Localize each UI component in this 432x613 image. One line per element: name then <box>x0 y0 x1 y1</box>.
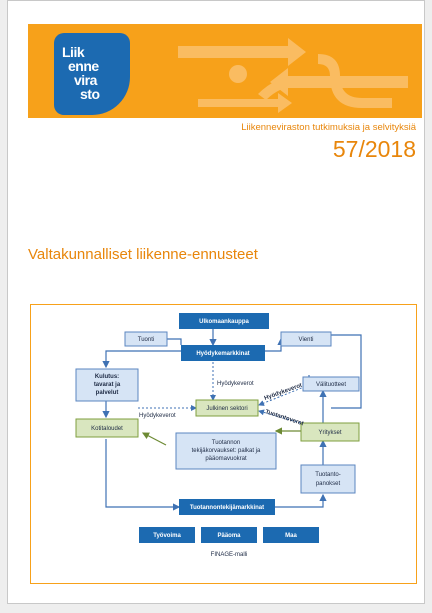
node-tuotannontekijamarkkinat-label: Tuotannontekijämarkkinat <box>189 505 265 511</box>
node-yritykset-label: Yritykset <box>318 430 342 436</box>
liikennevirasto-logo <box>54 33 130 115</box>
node-hyodykemarkkinat-label: Hyödykemarkkinat <box>196 351 250 357</box>
edge-label-hyodykeverot-3: Hyödykeverot <box>263 382 303 402</box>
edge-label-tuotantoverot: Tuotantoverot <box>264 409 305 428</box>
node-tekijakorvaukset-line-3: pääomavuokrat <box>205 456 247 462</box>
node-kulutus-line-3: palvelut <box>95 390 119 396</box>
node-tuotantopanokset <box>301 465 355 493</box>
logo-line-3: vira <box>74 72 97 88</box>
node-tuotantopanokset-line-1: Tuotanto- <box>315 472 341 478</box>
edge-label-hyodykeverot-2: Hyödykeverot <box>139 413 176 419</box>
report-cover-page <box>7 0 425 604</box>
series-name: Liikenneviraston tutkimuksia ja selvityksiä <box>241 122 416 133</box>
node-valituotteet-label: Välituotteet <box>315 382 347 388</box>
node-ulkomaankauppa-label: Ulkomaankauppa <box>199 319 249 325</box>
logo-line-2: enne <box>68 58 99 74</box>
node-kotitaloudet-label: Kotitaloudet <box>91 426 123 432</box>
node-tekijakorvaukset-line-2: tekijäkorvaukset: palkat ja <box>191 448 261 454</box>
node-tuotantopanokset-line-2: panokset <box>315 481 341 487</box>
edge-tuonti <box>167 339 181 345</box>
node-tyovoima-label: Työvoima <box>153 533 181 539</box>
node-tekijakorvaukset-line-1: Tuotannon <box>211 440 241 446</box>
document-title: Valtakunnalliset liikenne-ennusteet <box>28 246 258 263</box>
edge-label-hyodykeverot-1: Hyödykeverot <box>217 381 254 387</box>
finage-model-figure <box>30 304 417 584</box>
finage-diagram <box>31 305 415 582</box>
node-kulutus-line-1: Kulutus: <box>94 374 120 380</box>
node-vienti-label: Vienti <box>298 337 314 343</box>
node-julkinen-sektori-label: Julkinen sektori <box>206 406 248 412</box>
issue-number: 57/2018 <box>332 136 416 162</box>
logo-line-4: sto <box>80 86 100 102</box>
node-maa-label: Maa <box>285 533 297 539</box>
figure-caption: FINAGE-malli <box>210 552 248 558</box>
logo-line-1: Liik <box>62 44 85 60</box>
header-band <box>28 24 422 118</box>
node-kulutus-line-2: tavarat ja <box>93 382 121 388</box>
node-tuonti-label: Tuonti <box>137 337 155 343</box>
node-paaoma-label: Pääoma <box>217 533 241 539</box>
